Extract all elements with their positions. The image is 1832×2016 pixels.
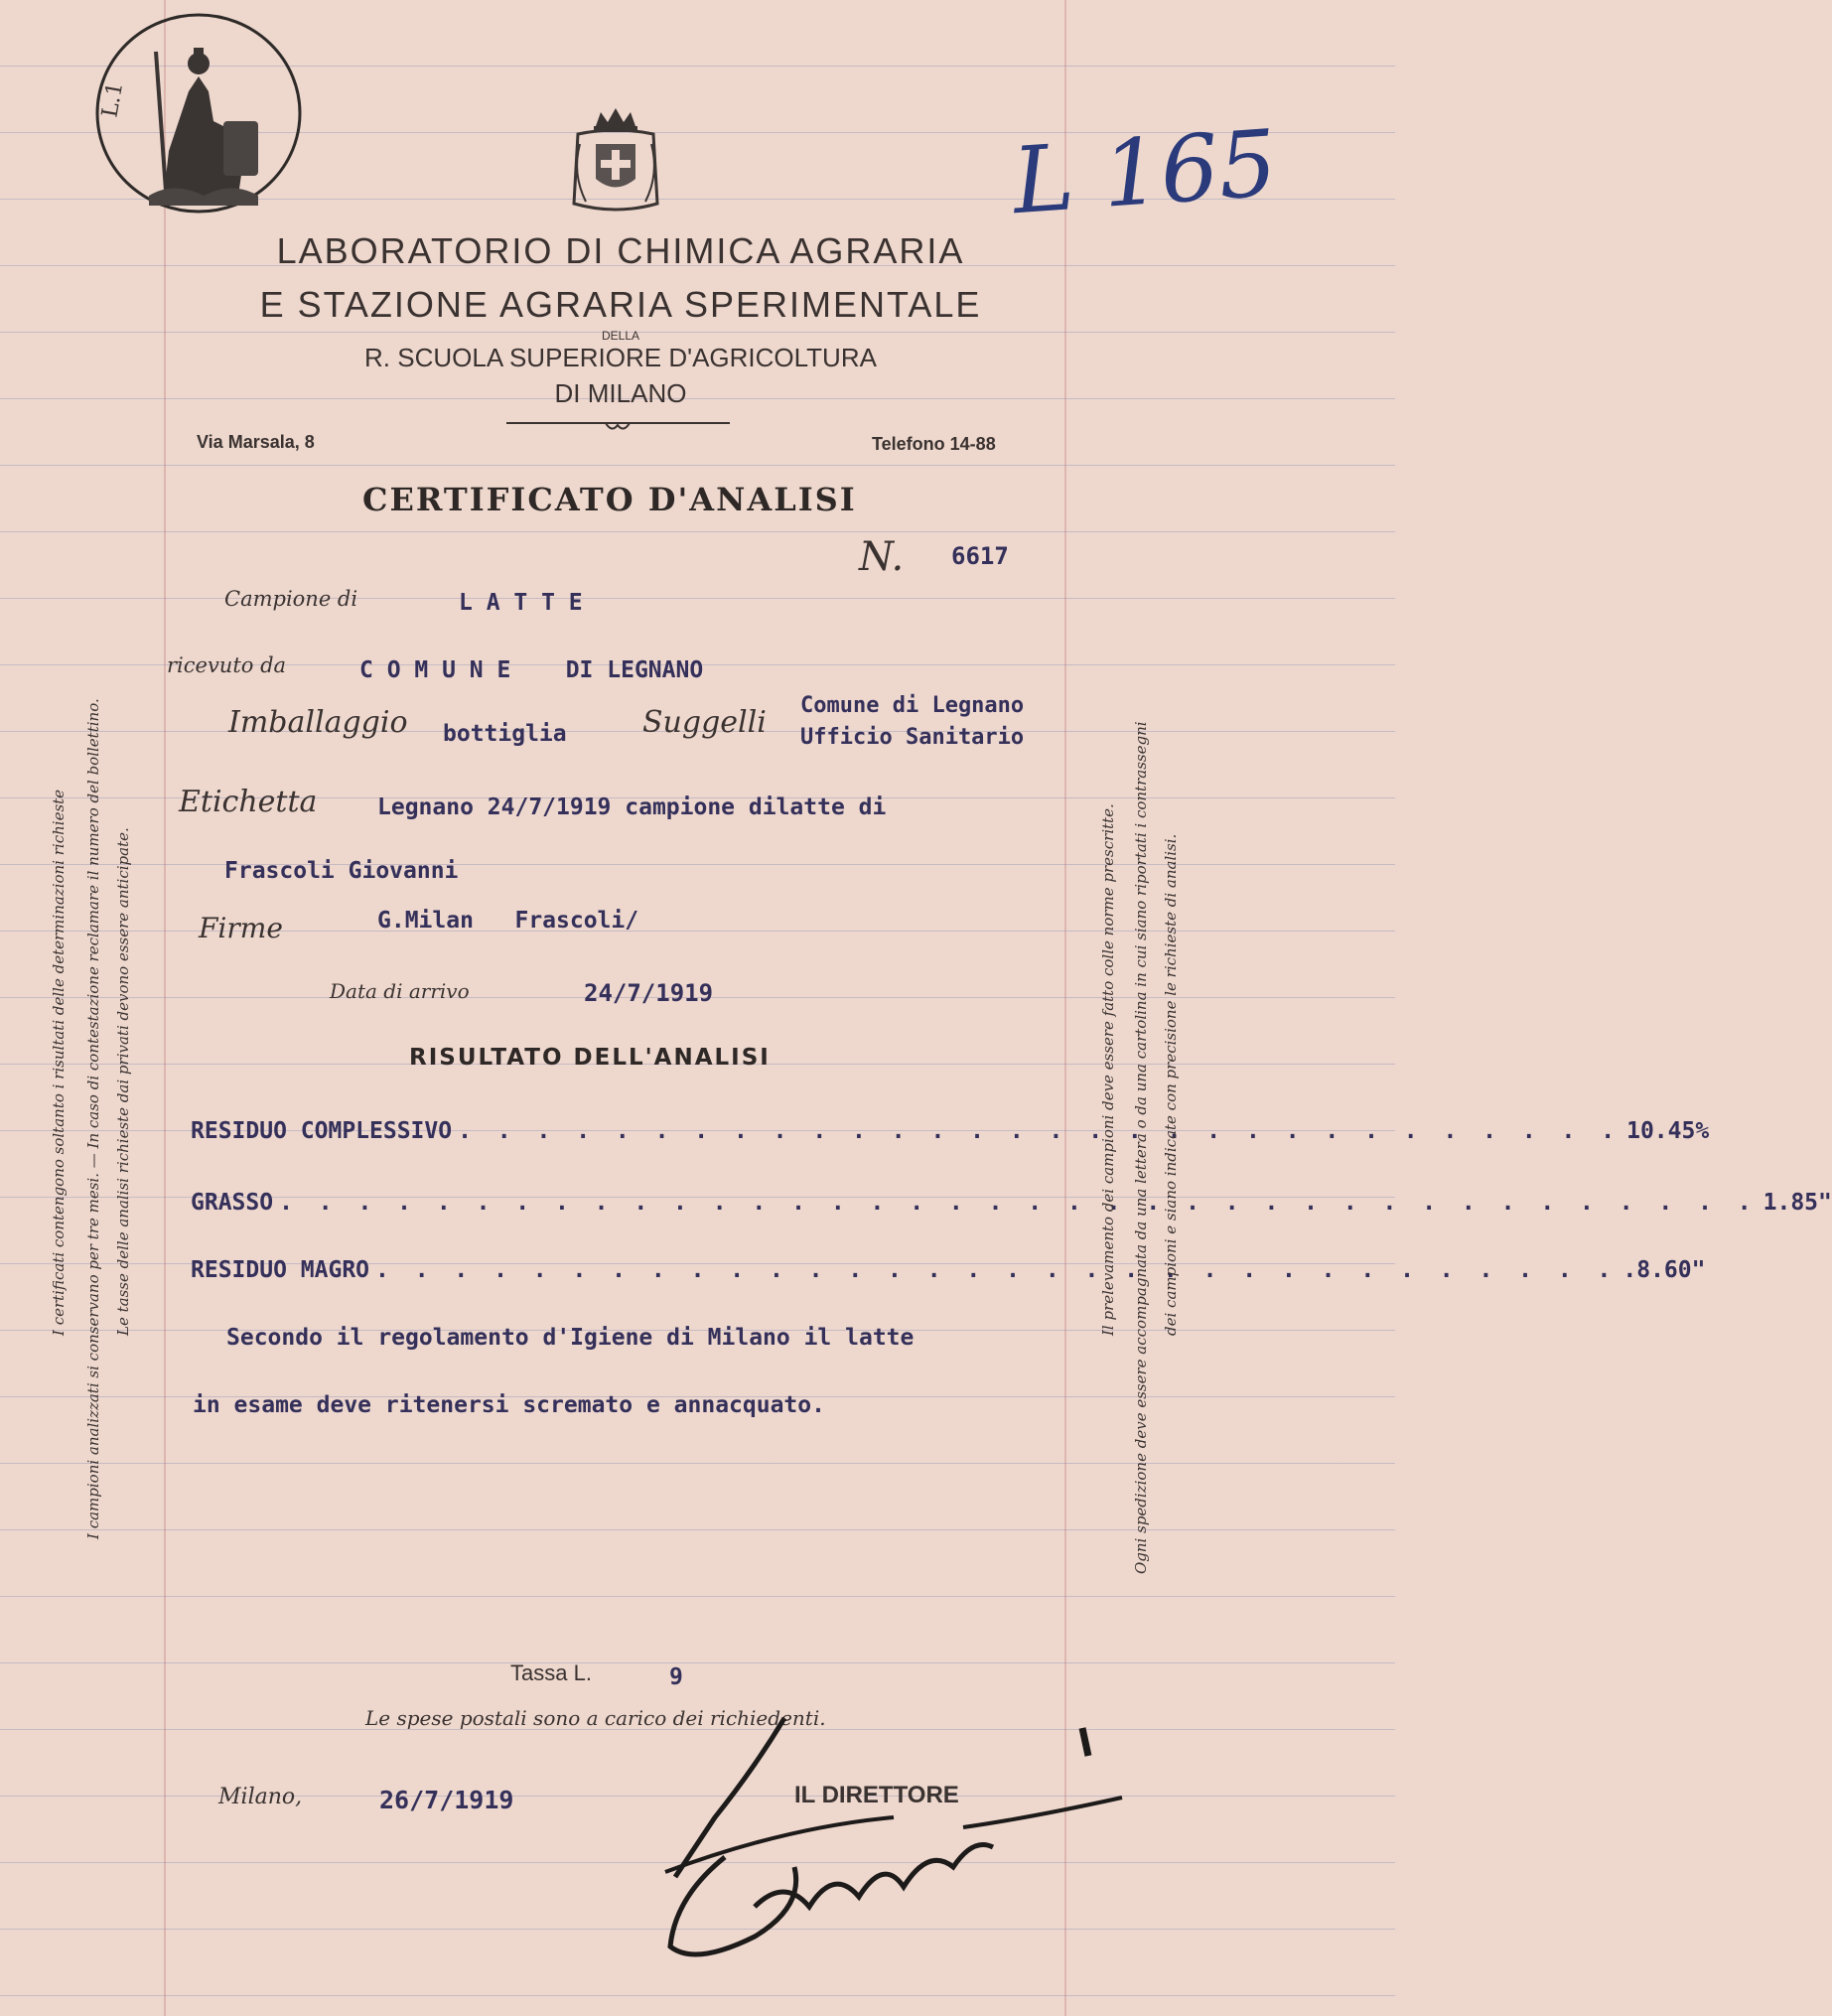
firme-label: Firme <box>199 912 283 944</box>
place: Milano, <box>218 1785 303 1809</box>
leader-dots: . . . . . . . . . . . . . . . . . . . . . . . . . . . . . . . . <box>375 1257 1618 1283</box>
imballaggio-label: Imballaggio <box>228 705 408 740</box>
royal-coat-of-arms <box>566 104 665 218</box>
result-value: .8.60" <box>1622 1257 1706 1283</box>
side-note-left-3: Le tasse delle analisi richieste dai privati devono essere anticipate. <box>114 827 132 1336</box>
etichetta-value-line-2: Frascoli Giovanni <box>224 858 459 884</box>
conclusion-line-1: Secondo il regolamento d'Igiene di Milano il latte <box>226 1325 915 1351</box>
tassa-label: Tassa L. <box>510 1660 592 1685</box>
etichetta-value-line-1: Legnano 24/7/1919 campione dilatte di <box>377 794 887 820</box>
handwritten-reference: L 165 <box>1009 109 1281 235</box>
side-note-right-2: Ogni spedizione deve essere accompagnata da una lettera o da una cartolina in cui siano riportati i contrassegni <box>1132 721 1150 1574</box>
della-label: DELLA <box>601 329 640 343</box>
certificate-number-label: N. <box>859 534 905 580</box>
signature-date: 26/7/1919 <box>379 1786 514 1814</box>
campione-value: L A T T E <box>459 590 583 616</box>
side-note-left-2: I certificati contengono soltanto i risultati delle determinazioni richieste <box>50 789 68 1336</box>
suggelli-label: Suggelli <box>642 705 767 740</box>
certificate-title: CERTIFICATO D'ANALISI <box>362 481 857 518</box>
phone: Telefono 14-88 <box>872 434 996 454</box>
result-label: RESIDUO COMPLESSIVO <box>191 1118 453 1144</box>
result-row-residuo-complessivo <box>191 1118 1710 1152</box>
side-note-left-1: I campioni analizzati si conservano per tre mesi. — In caso di contestazione reclamare il numero del bollettino. <box>84 698 102 1539</box>
result-label: GRASSO <box>191 1190 274 1216</box>
postal-note: Le spese postali sono a carico dei richiedenti. <box>365 1706 826 1730</box>
ricevuto-value: C O M U N E DI LEGNANO <box>359 657 704 683</box>
ornamental-divider <box>506 418 730 432</box>
director-signature <box>635 1708 1132 1986</box>
imballaggio-value: bottiglia <box>443 721 567 747</box>
institution-line-4: DI MILANO <box>554 378 687 408</box>
institution-line-3: R. SCUOLA SUPERIORE D'AGRICOLTURA <box>364 343 877 372</box>
institution-line-2: E STAZIONE AGRARIA SPERIMENTALE <box>259 284 982 325</box>
result-row-residuo-magro <box>191 1257 1706 1291</box>
result-label: RESIDUO MAGRO <box>191 1257 370 1283</box>
italia-stamp <box>94 12 303 216</box>
suggelli-value-line-1: Comune di Legnano <box>800 693 1025 718</box>
ricevuto-label: ricevuto da <box>167 653 287 677</box>
conclusion-line-2: in esame deve ritenersi scremato e annacquato. <box>193 1392 825 1418</box>
firme-value: G.Milan Frascoli/ <box>377 908 639 934</box>
leader-dots: . . . . . . . . . . . . . . . . . . . . . . . . . . . . . . . . . . . . . . <box>279 1190 1758 1216</box>
director-label: IL DIRETTORE <box>794 1782 959 1808</box>
side-note-right-1: Il prelevamento dei campioni deve essere fatto colle norme prescritte. <box>1099 803 1117 1336</box>
campione-label: Campione di <box>224 587 358 611</box>
data-arrivo-label: Data di arrivo <box>330 979 470 1003</box>
result-value: 10.45% <box>1626 1118 1710 1144</box>
side-note-right-3: dei campioni e siano indicate con precisione le richieste di analisi. <box>1162 833 1180 1336</box>
etichetta-label: Etichetta <box>179 785 318 819</box>
address: Via Marsala, 8 <box>197 432 315 452</box>
institution-line-1: LABORATORIO DI CHIMICA AGRARIA <box>276 230 965 271</box>
result-value: 1.85" <box>1762 1190 1832 1216</box>
data-arrivo-value: 24/7/1919 <box>584 979 714 1007</box>
leader-dots: . . . . . . . . . . . . . . . . . . . . . . . . . . . . . . <box>458 1118 1621 1144</box>
tassa-value: 9 <box>669 1664 683 1690</box>
result-row-grasso <box>191 1190 1832 1224</box>
results-heading: RISULTATO DELL'ANALISI <box>409 1045 771 1071</box>
certificate-number: 6617 <box>951 542 1009 570</box>
stamp-label: L.1 <box>97 79 129 120</box>
suggelli-value-line-2: Ufficio Sanitario <box>800 725 1025 750</box>
